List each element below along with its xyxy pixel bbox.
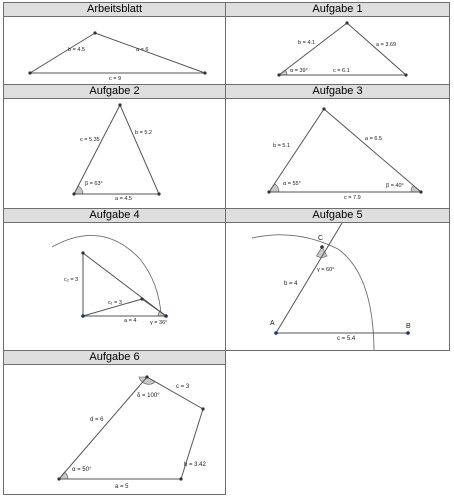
vertex-point [419, 190, 422, 193]
triangle-figure [4, 99, 225, 208]
label-b: b = 4.1 [298, 40, 315, 46]
label-gamma: γ = 36° [150, 320, 168, 326]
cell-arbeitsblatt [3, 2, 226, 85]
triangle-figure [226, 17, 449, 84]
vertex-point [404, 73, 407, 76]
side-b [120, 105, 159, 194]
side-d [59, 377, 147, 479]
vertex-point [118, 103, 121, 106]
label-c: c = 3 [176, 384, 190, 390]
vertex-point [267, 190, 270, 193]
figure-panel [226, 17, 449, 84]
vertex-point [145, 375, 148, 378]
side-a [324, 109, 421, 192]
cell-title: Aufgabe 2 [4, 85, 225, 99]
vertex-point [81, 251, 84, 254]
figure-panel [4, 17, 225, 84]
vertex-point-blue [164, 314, 168, 318]
cell-aufgabe-4 [3, 208, 226, 351]
label-a: a = 6 [136, 47, 149, 53]
label-c: c = 5.4 [337, 336, 356, 342]
construction-figure [4, 223, 225, 350]
vertex-point [277, 73, 280, 76]
label-b: b = 4 [284, 281, 298, 287]
label-d: d = 6 [90, 417, 104, 423]
label-a: a = 5 [115, 484, 129, 490]
label-a: a = 4.5 [115, 196, 132, 202]
cell-aufgabe-3 [225, 84, 450, 209]
vertex-point [322, 107, 325, 110]
angle-beta-marker [74, 186, 83, 194]
vertex-point [57, 477, 60, 480]
label-alpha: α = 50° [72, 467, 92, 473]
label-alpha: α = 55° [283, 181, 301, 187]
cell-title: Aufgabe 4 [4, 209, 225, 223]
cell-title: Arbeitsblatt [4, 3, 225, 17]
ray-c [276, 223, 342, 333]
cell-title: Aufgabe 3 [226, 85, 449, 99]
side-a [95, 33, 205, 73]
label-alpha: α = 39° [290, 68, 308, 74]
label-point-a: A [270, 320, 275, 327]
vertex-point [179, 477, 182, 480]
side-bc [142, 299, 166, 316]
vertex-point [345, 21, 348, 24]
vertex-point [201, 407, 204, 410]
side-b [181, 409, 203, 479]
quadrilateral-figure [4, 365, 225, 494]
vertex-point [140, 297, 143, 300]
vertex-point [72, 192, 75, 195]
figure-panel [226, 223, 449, 350]
label-c: c = 9 [109, 76, 122, 82]
cell-aufgabe-1 [225, 2, 450, 85]
label-c: c = 5.35 [80, 137, 100, 143]
triangle-figure [4, 17, 225, 84]
vertex-point [203, 71, 206, 74]
cell-title: Aufgabe 5 [226, 209, 449, 223]
label-gamma: γ = 60° [317, 267, 335, 273]
side-b [30, 33, 95, 73]
label-b: b = 5.1 [273, 143, 290, 149]
cell-title: Aufgabe 6 [4, 351, 225, 365]
label-a: a = 3.69 [376, 42, 397, 48]
label-c: c = 6.1 [333, 68, 350, 74]
label-c: c = 7.9 [344, 195, 361, 201]
label-b: b = 3.42 [184, 462, 206, 468]
label-a: a = 6.5 [365, 136, 382, 142]
label-c1: c₁ = 3 [108, 300, 122, 306]
cell-aufgabe-2 [3, 84, 226, 209]
label-beta: β = 63° [85, 181, 103, 187]
label-b: b = 4.5 [68, 47, 85, 53]
construction-figure [226, 223, 449, 350]
vertex-point [157, 192, 160, 195]
side-b [269, 109, 324, 192]
construction-arc [52, 235, 161, 315]
point-c [320, 245, 324, 249]
point-b [406, 331, 410, 335]
figure-panel [4, 365, 225, 494]
label-point-b: B [406, 323, 411, 330]
vertex-point [28, 71, 31, 74]
label-beta: β = 40° [386, 183, 404, 189]
figure-panel [4, 99, 225, 208]
triangle-figure [226, 99, 449, 208]
cell-aufgabe-6 [3, 350, 226, 495]
vertex-point [93, 31, 96, 34]
label-a: a = 4 [124, 318, 137, 324]
label-delta: δ = 100° [137, 393, 160, 399]
figure-panel [226, 99, 449, 208]
label-c2: c₂ = 3 [64, 277, 79, 283]
label-point-c: C [318, 235, 324, 242]
cell-aufgabe-5 [225, 208, 450, 351]
vertex-point-blue [81, 314, 85, 318]
side-a [347, 23, 406, 75]
label-b: b = 5.2 [135, 130, 152, 136]
point-a [274, 331, 278, 335]
figure-panel [4, 223, 225, 350]
side-b [83, 253, 166, 316]
cell-title: Aufgabe 1 [226, 3, 449, 17]
